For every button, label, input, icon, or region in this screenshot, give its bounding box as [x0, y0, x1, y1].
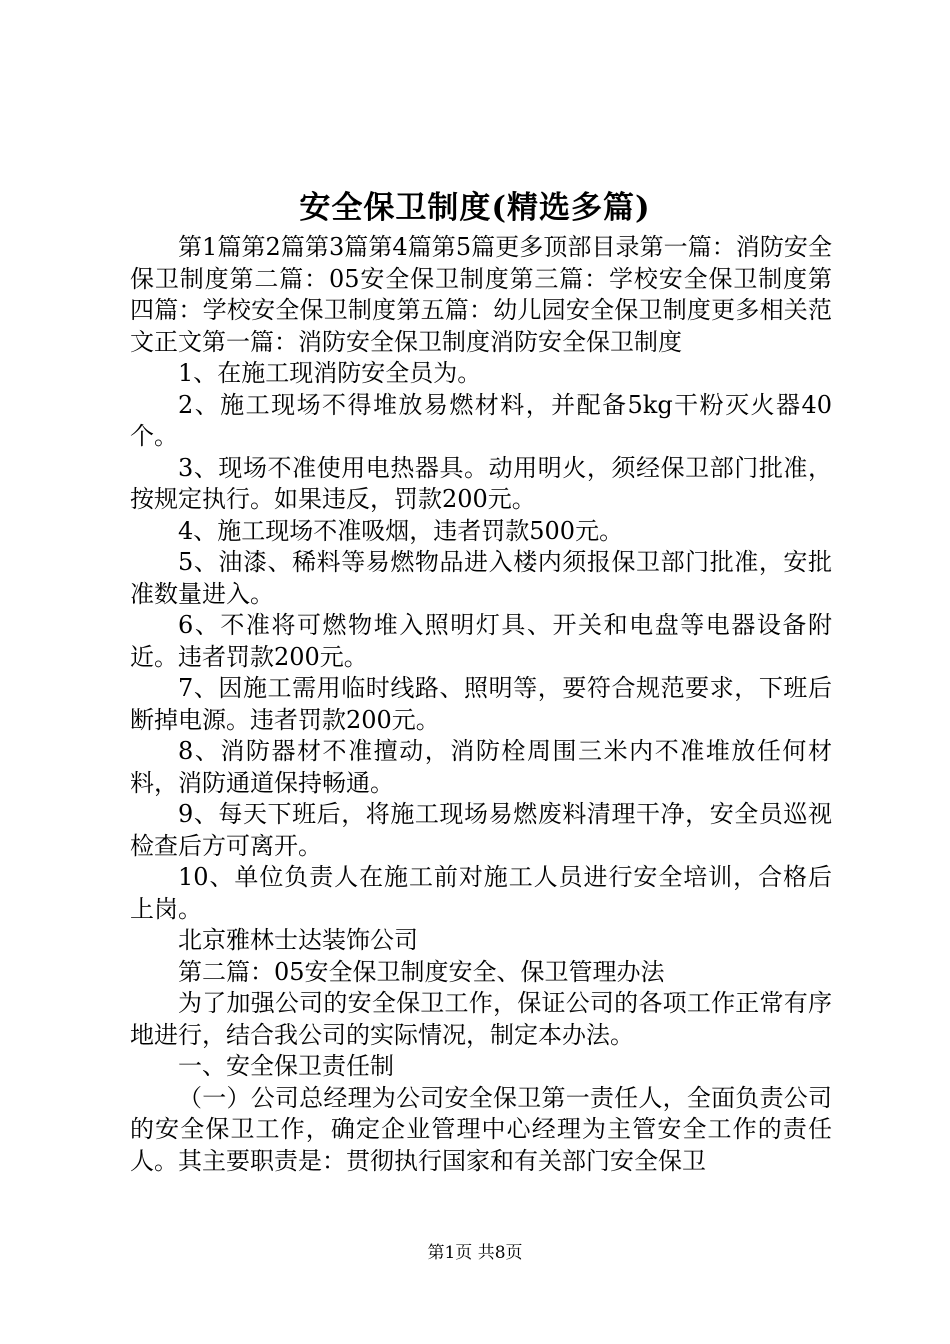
paragraph-item-8: 8、消防器材不准擅动，消防栓周围三米内不准堆放任何材料，消防通道保持畅通。	[130, 737, 832, 797]
document-title: 安全保卫制度(精选多篇)	[299, 190, 651, 226]
paragraph-responsibility-1: （一）公司总经理为公司安全保卫第一责任人，全面负责公司的安全保卫工作，确定企业管理中心经理为主管安全工作的责任人。其主要职责是：贯彻执行国家和有关部门安全保卫	[130, 1083, 832, 1175]
paragraph-item-2: 2、施工现场不得堆放易燃材料，并配备5kg干粉灭火器40个。	[130, 390, 832, 450]
paragraph-toc: 第1篇第2篇第3篇第4篇第5篇更多顶部目录第一篇：消防安全保卫制度第二篇：05安全保卫制度第三篇：学校安全保卫制度第四篇：学校安全保卫制度第五篇：幼儿园安全保卫制度更多相关范文正文第一篇：消防安全保卫制度消防安全保卫制度	[130, 233, 832, 356]
paragraph-item-5: 5、油漆、稀料等易燃物品进入楼内须报保卫部门批准，安批准数量进入。	[130, 548, 832, 608]
paragraph-item-9: 9、每天下班后，将施工现场易燃废料清理干净，安全员巡视检查后方可离开。	[130, 800, 832, 860]
paragraph-section-2-heading: 第二篇：05安全保卫制度安全、保卫管理办法	[178, 957, 665, 986]
paragraph-item-7: 7、因施工需用临时线路、照明等，要符合规范要求，下班后断掉电源。违者罚款200元。	[130, 674, 832, 734]
paragraph-item-3: 3、现场不准使用电热器具。动用明火，须经保卫部门批准，按规定执行。如果违反，罚款200元。	[130, 453, 832, 513]
paragraph-item-10: 10、单位负责人在施工前对施工人员进行安全培训，合格后上岗。	[130, 863, 832, 923]
paragraph-item-4: 4、施工现场不准吸烟，违者罚款500元。	[178, 516, 624, 545]
paragraph-item-6: 6、不准将可燃物堆入照明灯具、开关和电盘等电器设备附近。违者罚款200元。	[130, 611, 832, 671]
paragraph-heading-responsibility: 一、安全保卫责任制	[178, 1052, 394, 1080]
page-footer: 第1页 共8页	[427, 1243, 523, 1263]
paragraph-company: 北京雅林士达装饰公司	[178, 926, 418, 954]
document-body	[130, 232, 832, 1177]
paragraph-intro: 为了加强公司的安全保卫工作，保证公司的各项工作正常有序地进行，结合我公司的实际情况，制定本办法。	[130, 989, 832, 1049]
paragraph-item-1: 1、在施工现消防安全员为。	[178, 359, 482, 387]
